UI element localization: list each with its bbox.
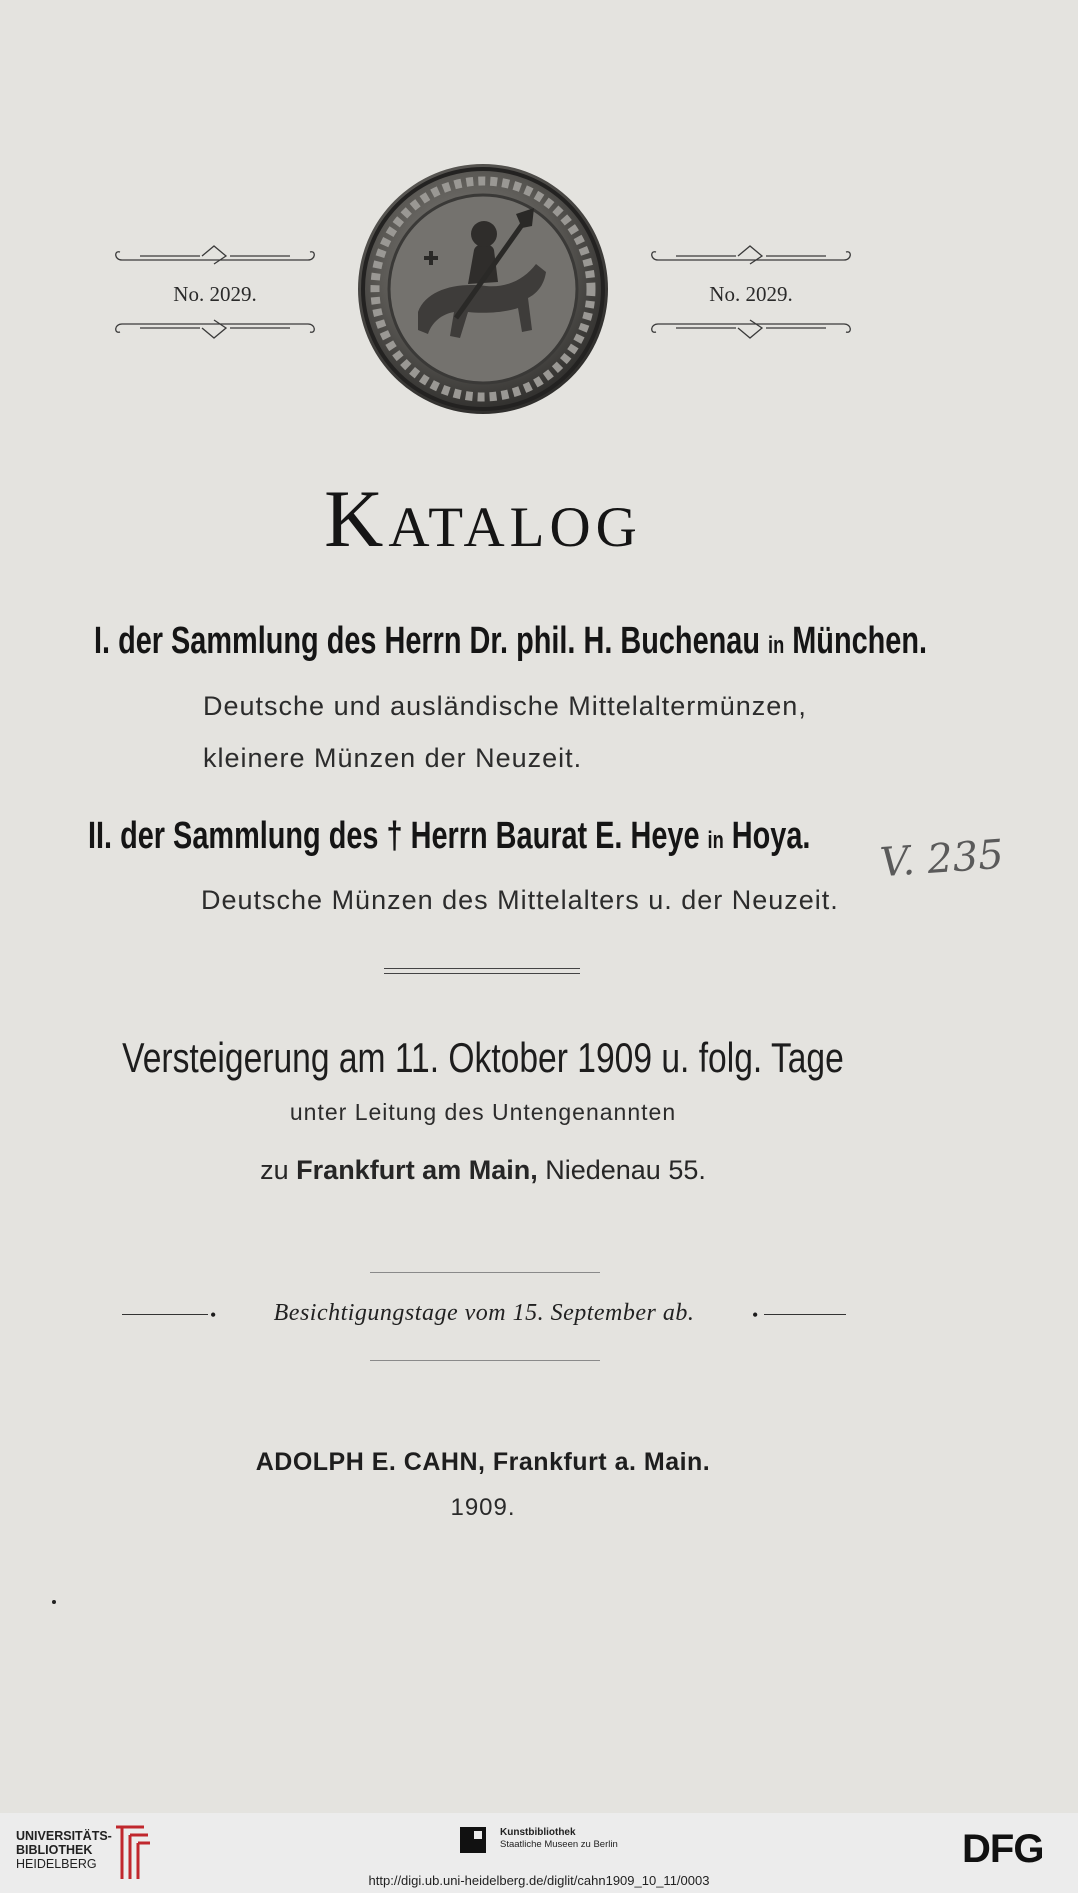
dfg-logo: DFG [962,1827,1044,1871]
publisher: ADOLPH E. CAHN, Frankfurt a. Main. [255,1448,711,1476]
section-1-description-2: kleinere Münzen der Neuzeit. [203,743,583,773]
rule-left [122,1314,208,1315]
digitization-footer [0,1813,1078,1893]
rule-right [764,1314,846,1315]
section-2-place: Hoya. [731,815,811,857]
kunstbibliothek-logo-icon [460,1827,486,1853]
catalog-title: Katalog [324,473,642,564]
section-1-place: München. [792,620,928,662]
speck [52,1600,56,1604]
double-rule-divider [384,968,580,974]
bullet-right: • [752,1305,759,1325]
catalog-number-left: No. 2029. [173,282,257,306]
source-url[interactable]: http://digi.ub.uni-heidelberg.de/diglit/cahn1909_10_11/0003 [368,1873,710,1888]
auction-location [0,1155,966,1186]
viewing-days: Besichtigungstage vom 15. September ab. [273,1300,695,1326]
rule-top [370,1272,600,1273]
section-1-description-1: Deutsche und ausländische Mittelaltermünzen, [203,691,807,721]
ub-heidelberg-logo: UNIVERSITÄTS- BIBLIOTHEK HEIDELBERG [16,1829,112,1871]
catalog-number-right: No. 2029. [709,282,793,306]
coin-knight-image [356,162,610,416]
rule-bottom [370,1360,600,1361]
section-2-in: in [707,827,724,854]
section-1-heading [94,622,927,660]
publication-year: 1909. [450,1494,516,1521]
auction-management: unter Leitung des Untengenannten [289,1099,677,1125]
auction-date-heading: Versteigerung am 11. Oktober 1909 u. folg. Tage [122,1034,844,1081]
section-2-collection: II. der Sammlung des † Herrn Baurat E. Heye [88,815,700,857]
auction-location-city: Frankfurt am Main, [296,1155,538,1185]
auction-location-prefix: zu [260,1155,289,1185]
bullet-left: • [210,1305,217,1325]
section-2-heading [88,817,810,855]
kunstbibliothek-text: Kunstbibliothek Staatliche Museen zu Berlin [500,1827,618,1850]
section-2-description: Deutsche Münzen des Mittelalters u. der Neuzeit. [201,885,839,915]
handwritten-shelfmark: V. 235 [878,831,1006,887]
auction-location-street: Niedenau 55. [545,1155,706,1185]
section-1-collection: I. der Sammlung des Herrn Dr. phil. H. Buchenau [94,620,760,662]
section-1-in: in [768,632,785,659]
